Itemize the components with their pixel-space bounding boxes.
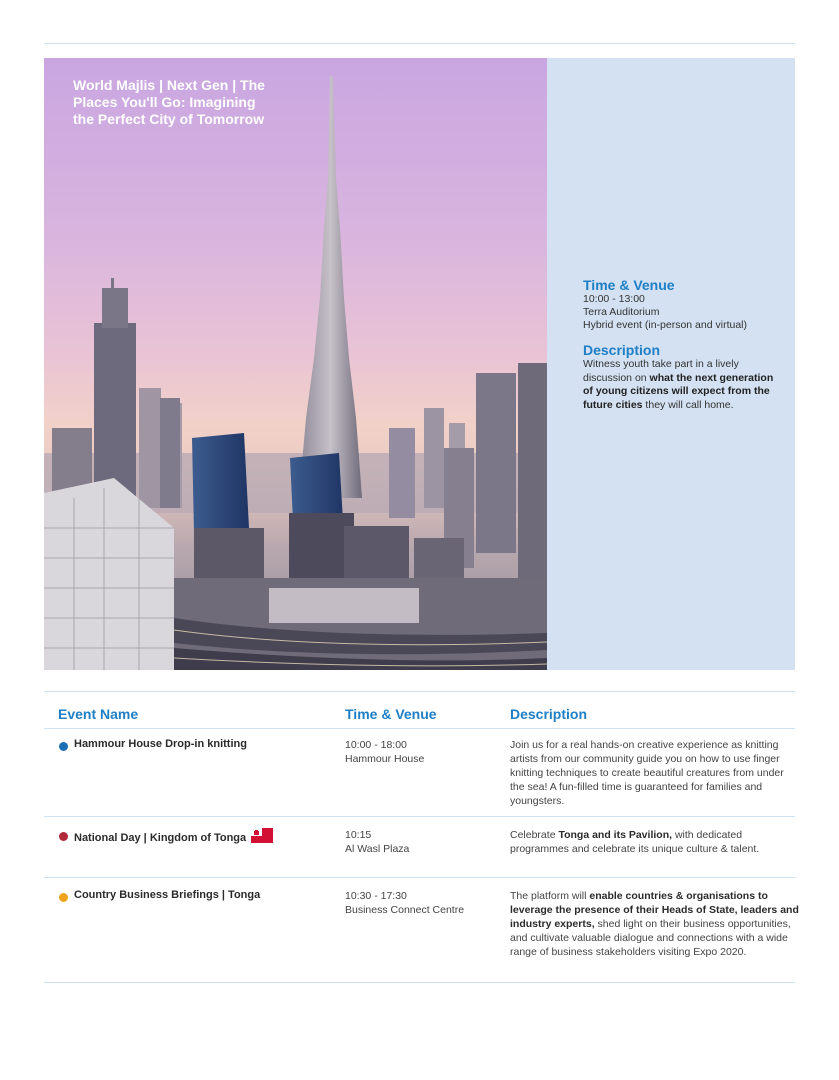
featured-event-title: World Majlis | Next Gen | The Places You'll Go: Imagining the Perfect City of Tomorrow <box>73 77 265 127</box>
event-time-venue: 10:30 - 17:30 Business Connect Centre <box>345 890 465 916</box>
featured-event-time: 10:00 - 13:00 <box>583 293 645 305</box>
table-top-divider <box>44 691 795 692</box>
table-bottom-divider <box>44 982 795 983</box>
event-description: The platform will enable countries & organisations to leverage the presence of their Heads of State, leaders and industry experts, shed light on their business opportunities, and cultivate valuable dialogue and connections with a wide range of business stakeholders visiting Expo 2020. <box>510 890 799 958</box>
event-name: Hammour House Drop-in knitting <box>74 738 247 750</box>
blue-dot-icon <box>59 742 68 751</box>
featured-event-info-panel <box>547 58 795 670</box>
row-divider <box>44 816 795 817</box>
red-dot-icon <box>59 832 68 841</box>
column-header-event-name: Event Name <box>58 706 139 722</box>
featured-event-format: Hybrid event (in-person and virtual) <box>583 319 747 331</box>
featured-event-venue: Terra Auditorium <box>583 306 660 318</box>
yellow-dot-icon <box>59 893 68 902</box>
featured-event-description: Witness youth take part in a lively discussion on what the next generation of young citizens will expect from the future cities they will call home. <box>583 358 774 411</box>
event-time-venue: 10:00 - 18:00 Hammour House <box>345 739 425 765</box>
event-name: Country Business Briefings | Tonga <box>74 889 261 901</box>
event-time-venue: 10:15 Al Wasl Plaza <box>345 829 410 855</box>
column-header-description: Description <box>510 706 588 722</box>
row-divider <box>44 877 795 878</box>
time-venue-heading: Time & Venue <box>583 277 675 293</box>
event-name: National Day | Kingdom of Tonga <box>74 828 273 844</box>
table-header-divider <box>44 728 795 729</box>
top-divider <box>44 43 795 44</box>
event-description: Celebrate Tonga and its Pavilion, with dedicated programmes and celebrate its unique culture & talent. <box>510 829 760 855</box>
description-heading: Description <box>583 342 661 358</box>
featured-event-card <box>44 58 795 670</box>
skyline-illustration <box>44 58 547 670</box>
event-description: Join us for a real hands-on creative experience as knitting artists from our community guide you on how to use finger knitting techniques to create beautiful creatures from under the sea! A fun-filled time is guaranteed for families and youngsters. <box>510 739 784 807</box>
city-skyline-photo <box>44 58 547 670</box>
tonga-flag-icon <box>251 828 273 843</box>
column-header-time-venue: Time & Venue <box>345 706 437 722</box>
